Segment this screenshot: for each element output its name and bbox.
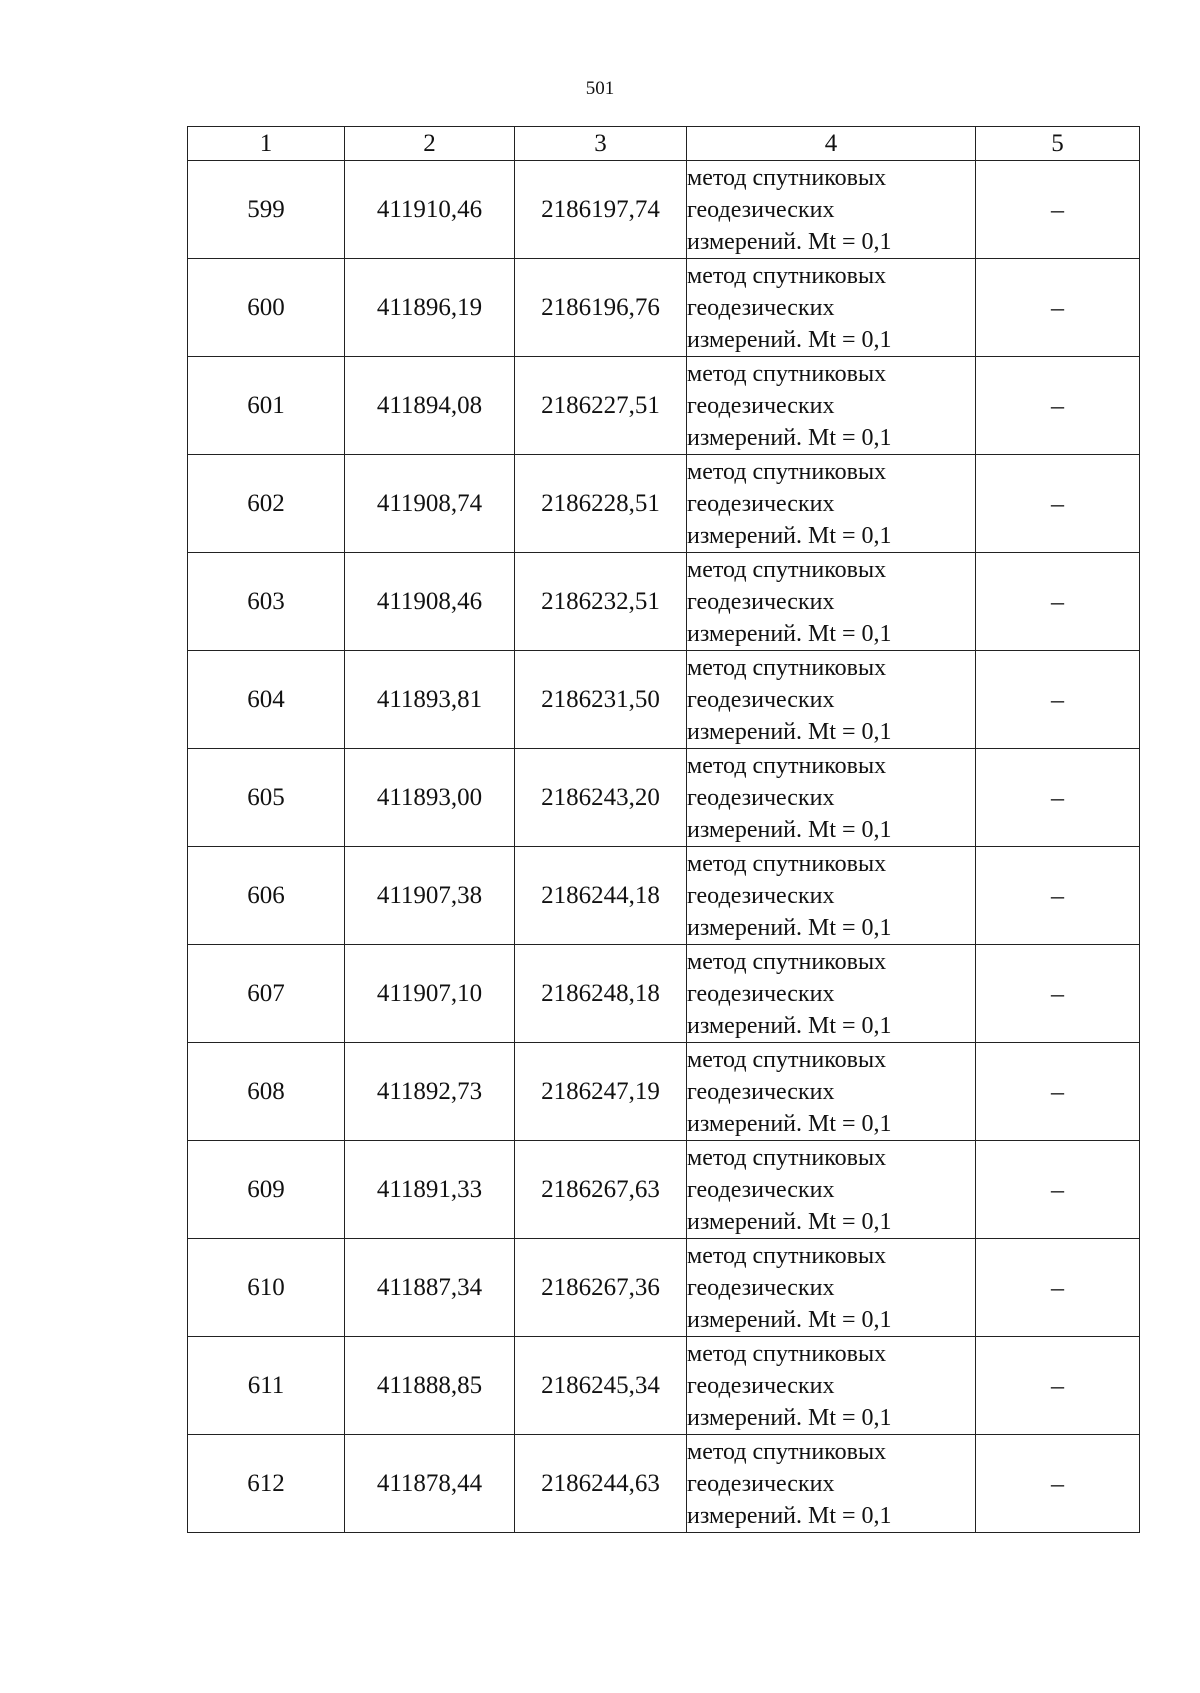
x-coordinate-cell: 411878,44 bbox=[345, 1435, 515, 1533]
point-number-cell: 603 bbox=[188, 553, 345, 651]
point-number-cell: 611 bbox=[188, 1337, 345, 1435]
method-line: измерений. Mt = 0,1 bbox=[687, 718, 892, 745]
note-cell: – bbox=[976, 749, 1140, 847]
table-row bbox=[188, 1337, 1140, 1435]
note-cell: – bbox=[976, 1043, 1140, 1141]
point-number-cell: 607 bbox=[188, 945, 345, 1043]
method-cell bbox=[687, 1435, 976, 1533]
table-row bbox=[188, 749, 1140, 847]
table-row bbox=[188, 1239, 1140, 1337]
method-line: измерений. Mt = 0,1 bbox=[687, 228, 892, 255]
y-coordinate-cell: 2186244,63 bbox=[515, 1435, 687, 1533]
method-line: геодезических bbox=[687, 196, 835, 223]
table-body bbox=[188, 161, 1140, 1533]
method-line: метод спутниковых bbox=[687, 164, 887, 191]
note-cell: – bbox=[976, 945, 1140, 1043]
method-line: метод спутниковых bbox=[687, 1242, 887, 1269]
y-coordinate-cell: 2186227,51 bbox=[515, 357, 687, 455]
method-cell bbox=[687, 1239, 976, 1337]
method-line: геодезических bbox=[687, 1470, 835, 1497]
method-cell bbox=[687, 749, 976, 847]
x-coordinate-cell: 411893,00 bbox=[345, 749, 515, 847]
x-coordinate-cell: 411892,73 bbox=[345, 1043, 515, 1141]
table-row bbox=[188, 1435, 1140, 1533]
method-line: измерений. Mt = 0,1 bbox=[687, 1012, 892, 1039]
header-col-1: 1 bbox=[188, 127, 345, 161]
method-line: метод спутниковых bbox=[687, 1144, 887, 1171]
method-line: измерений. Mt = 0,1 bbox=[687, 1110, 892, 1137]
table-row bbox=[188, 259, 1140, 357]
note-cell: – bbox=[976, 455, 1140, 553]
x-coordinate-cell: 411887,34 bbox=[345, 1239, 515, 1337]
method-line: измерений. Mt = 0,1 bbox=[687, 1404, 892, 1431]
method-line: метод спутниковых bbox=[687, 752, 887, 779]
method-line: измерений. Mt = 0,1 bbox=[687, 1306, 892, 1333]
y-coordinate-cell: 2186243,20 bbox=[515, 749, 687, 847]
method-line: метод спутниковых bbox=[687, 458, 887, 485]
x-coordinate-cell: 411910,46 bbox=[345, 161, 515, 259]
y-coordinate-cell: 2186197,74 bbox=[515, 161, 687, 259]
note-cell: – bbox=[976, 1141, 1140, 1239]
table-row bbox=[188, 847, 1140, 945]
x-coordinate-cell: 411893,81 bbox=[345, 651, 515, 749]
point-number-cell: 602 bbox=[188, 455, 345, 553]
point-number-cell: 601 bbox=[188, 357, 345, 455]
method-cell bbox=[687, 1337, 976, 1435]
x-coordinate-cell: 411907,10 bbox=[345, 945, 515, 1043]
y-coordinate-cell: 2186247,19 bbox=[515, 1043, 687, 1141]
method-line: геодезических bbox=[687, 1372, 835, 1399]
method-line: метод спутниковых bbox=[687, 360, 887, 387]
method-cell bbox=[687, 1141, 976, 1239]
table-row bbox=[188, 945, 1140, 1043]
x-coordinate-cell: 411908,74 bbox=[345, 455, 515, 553]
method-line: метод спутниковых bbox=[687, 654, 887, 681]
note-cell: – bbox=[976, 357, 1140, 455]
point-number-cell: 609 bbox=[188, 1141, 345, 1239]
method-line: геодезических bbox=[687, 882, 835, 909]
note-cell: – bbox=[976, 161, 1140, 259]
y-coordinate-cell: 2186231,50 bbox=[515, 651, 687, 749]
y-coordinate-cell: 2186228,51 bbox=[515, 455, 687, 553]
x-coordinate-cell: 411888,85 bbox=[345, 1337, 515, 1435]
method-line: геодезических bbox=[687, 588, 835, 615]
method-line: геодезических bbox=[687, 686, 835, 713]
method-line: геодезических bbox=[687, 1176, 835, 1203]
table-row bbox=[188, 455, 1140, 553]
method-line: измерений. Mt = 0,1 bbox=[687, 816, 892, 843]
method-line: измерений. Mt = 0,1 bbox=[687, 522, 892, 549]
method-line: геодезических bbox=[687, 784, 835, 811]
method-cell bbox=[687, 259, 976, 357]
table-header-row bbox=[188, 127, 1140, 161]
header-col-5: 5 bbox=[976, 127, 1140, 161]
method-line: геодезических bbox=[687, 392, 835, 419]
point-number-cell: 606 bbox=[188, 847, 345, 945]
y-coordinate-cell: 2186244,18 bbox=[515, 847, 687, 945]
method-cell bbox=[687, 847, 976, 945]
point-number-cell: 599 bbox=[188, 161, 345, 259]
table-row bbox=[188, 651, 1140, 749]
method-line: измерений. Mt = 0,1 bbox=[687, 1502, 892, 1529]
coordinates-table bbox=[187, 126, 1140, 1533]
method-line: метод спутниковых bbox=[687, 556, 887, 583]
method-cell bbox=[687, 357, 976, 455]
note-cell: – bbox=[976, 651, 1140, 749]
method-line: измерений. Mt = 0,1 bbox=[687, 620, 892, 647]
table-row bbox=[188, 357, 1140, 455]
method-line: метод спутниковых bbox=[687, 1340, 887, 1367]
point-number-cell: 604 bbox=[188, 651, 345, 749]
x-coordinate-cell: 411908,46 bbox=[345, 553, 515, 651]
y-coordinate-cell: 2186232,51 bbox=[515, 553, 687, 651]
method-cell bbox=[687, 455, 976, 553]
table-row bbox=[188, 1141, 1140, 1239]
method-line: метод спутниковых bbox=[687, 850, 887, 877]
method-line: геодезических bbox=[687, 980, 835, 1007]
table-row bbox=[188, 1043, 1140, 1141]
method-line: геодезических bbox=[687, 294, 835, 321]
y-coordinate-cell: 2186196,76 bbox=[515, 259, 687, 357]
page-number: 501 bbox=[585, 78, 615, 99]
x-coordinate-cell: 411891,33 bbox=[345, 1141, 515, 1239]
x-coordinate-cell: 411907,38 bbox=[345, 847, 515, 945]
method-line: геодезических bbox=[687, 1078, 835, 1105]
y-coordinate-cell: 2186245,34 bbox=[515, 1337, 687, 1435]
note-cell: – bbox=[976, 553, 1140, 651]
method-line: метод спутниковых bbox=[687, 262, 887, 289]
x-coordinate-cell: 411894,08 bbox=[345, 357, 515, 455]
header-col-3: 3 bbox=[515, 127, 687, 161]
method-cell bbox=[687, 945, 976, 1043]
x-coordinate-cell: 411896,19 bbox=[345, 259, 515, 357]
method-line: метод спутниковых bbox=[687, 948, 887, 975]
note-cell: – bbox=[976, 259, 1140, 357]
method-line: геодезических bbox=[687, 1274, 835, 1301]
method-line: измерений. Mt = 0,1 bbox=[687, 914, 892, 941]
method-line: метод спутниковых bbox=[687, 1046, 887, 1073]
header-col-4: 4 bbox=[687, 127, 976, 161]
note-cell: – bbox=[976, 847, 1140, 945]
y-coordinate-cell: 2186267,36 bbox=[515, 1239, 687, 1337]
point-number-cell: 612 bbox=[188, 1435, 345, 1533]
method-line: измерений. Mt = 0,1 bbox=[687, 1208, 892, 1235]
method-line: геодезических bbox=[687, 490, 835, 517]
point-number-cell: 610 bbox=[188, 1239, 345, 1337]
point-number-cell: 600 bbox=[188, 259, 345, 357]
note-cell: – bbox=[976, 1435, 1140, 1533]
method-cell bbox=[687, 553, 976, 651]
method-line: измерений. Mt = 0,1 bbox=[687, 326, 892, 353]
method-cell bbox=[687, 1043, 976, 1141]
table-row bbox=[188, 161, 1140, 259]
table-row bbox=[188, 553, 1140, 651]
header-col-2: 2 bbox=[345, 127, 515, 161]
method-cell bbox=[687, 161, 976, 259]
note-cell: – bbox=[976, 1337, 1140, 1435]
method-cell bbox=[687, 651, 976, 749]
note-cell: – bbox=[976, 1239, 1140, 1337]
method-line: метод спутниковых bbox=[687, 1438, 887, 1465]
point-number-cell: 608 bbox=[188, 1043, 345, 1141]
point-number-cell: 605 bbox=[188, 749, 345, 847]
method-line: измерений. Mt = 0,1 bbox=[687, 424, 892, 451]
y-coordinate-cell: 2186248,18 bbox=[515, 945, 687, 1043]
y-coordinate-cell: 2186267,63 bbox=[515, 1141, 687, 1239]
